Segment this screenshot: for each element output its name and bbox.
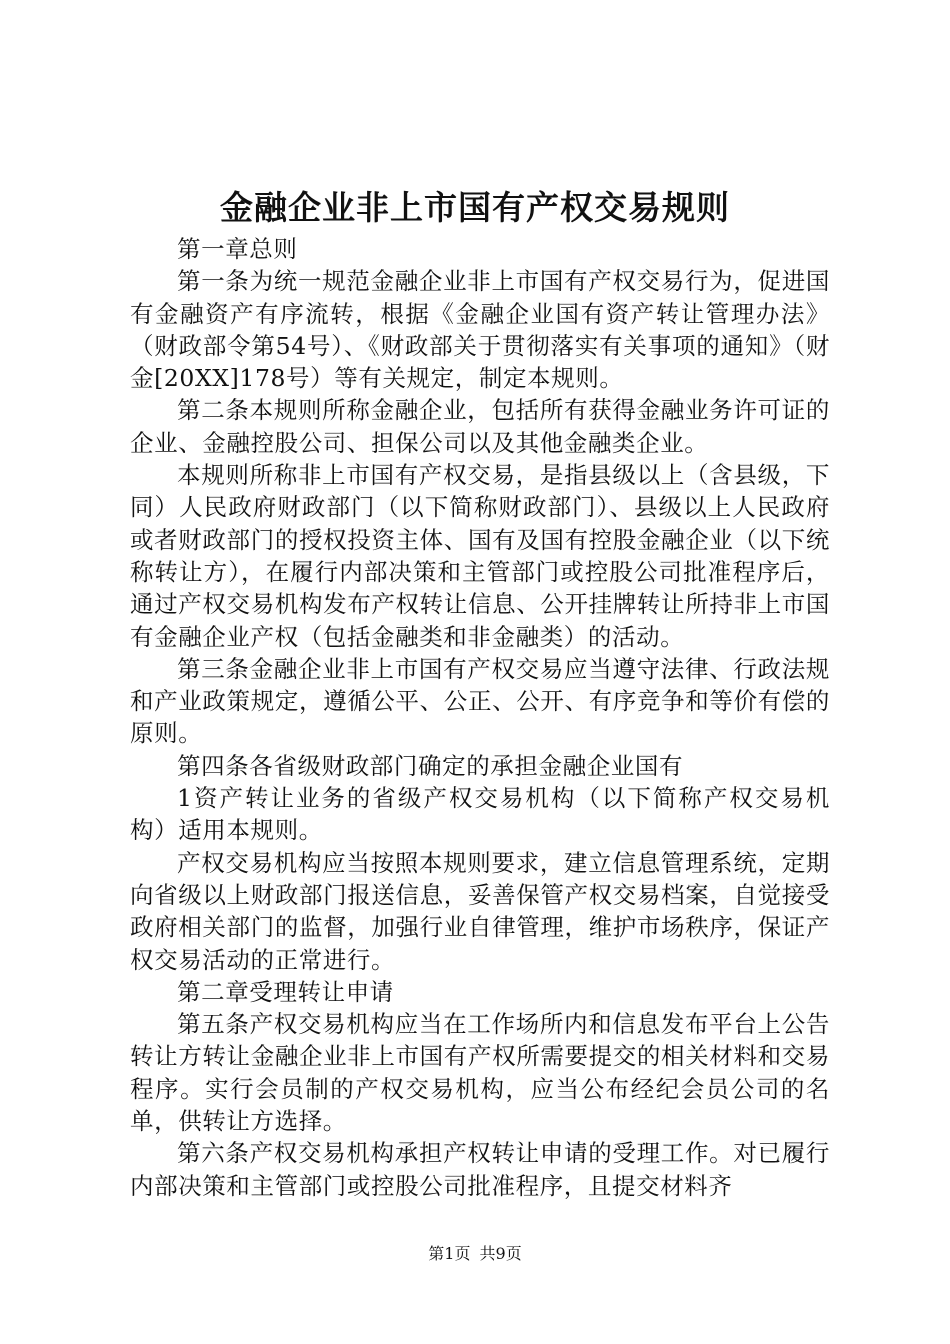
article-2-definition: 本规则所称非上市国有产权交易，是指县级以上（含县级，下同）人民政府财政部门（以下简称财政部门）、县级以上人民政府或者财政部门的授权投资主体、国有及国有控股金融企业（以下统称转让方），在履行内部决策和主管部门或控股公司批准程序后，通过产权交易机构发布产权转让信息、公开挂牌转让所持非上市国有金融企业产权（包括金融类和非金融类）的活动。	[130, 461, 830, 651]
page-number: 第1页	[428, 1244, 471, 1263]
article-6: 第六条产权交易机构承担产权转让申请的受理工作。对已履行内部决策和主管部门或控股公司批准程序，且提交材料齐	[130, 1139, 830, 1200]
chapter-heading-2: 第二章受理转让申请	[177, 977, 394, 1006]
chapter-heading-1: 第一章总则	[177, 235, 298, 263]
document-body	[130, 233, 830, 1202]
article-4-continued: 1资产转让业务的省级产权交易机构（以下简称产权交易机构）适用本规则。	[130, 784, 830, 845]
article-2: 第二条本规则所称金融企业，包括所有获得金融业务许可证的企业、金融控股公司、担保公司以及其他金融类企业。	[130, 396, 830, 457]
page-footer	[0, 1243, 950, 1265]
article-3: 第三条金融企业非上市国有产权交易应当遵守法律、行政法规和产业政策规定，遵循公平、公正、公开、有序竞争和等价有偿的原则。	[130, 654, 830, 748]
article-4-exchange-duties: 产权交易机构应当按照本规则要求，建立信息管理系统，定期向省级以上财政部门报送信息，妥善保管产权交易档案，自觉接受政府相关部门的监督，加强行业自律管理，维护市场秩序，保证产权交易活动的正常进行。	[130, 848, 830, 974]
page-total: 共9页	[479, 1244, 522, 1263]
document-title: 金融企业非上市国有产权交易规则	[220, 188, 730, 227]
article-1: 第一条为统一规范金融企业非上市国有产权交易行为，促进国有金融资产有序流转，根据《金融企业国有资产转让管理办法》（财政部令第54号）、《财政部关于贯彻落实有关事项的通知》（财金[20XX]178号）等有关规定，制定本规则。	[130, 267, 830, 393]
article-4: 第四条各省级财政部门确定的承担金融企业国有	[177, 751, 684, 780]
article-5: 第五条产权交易机构应当在工作场所内和信息发布平台上公告转让方转让金融企业非上市国有产权所需要提交的相关材料和交易程序。实行会员制的产权交易机构，应当公布经纪会员公司的名单，供转让方选择。	[130, 1010, 830, 1136]
